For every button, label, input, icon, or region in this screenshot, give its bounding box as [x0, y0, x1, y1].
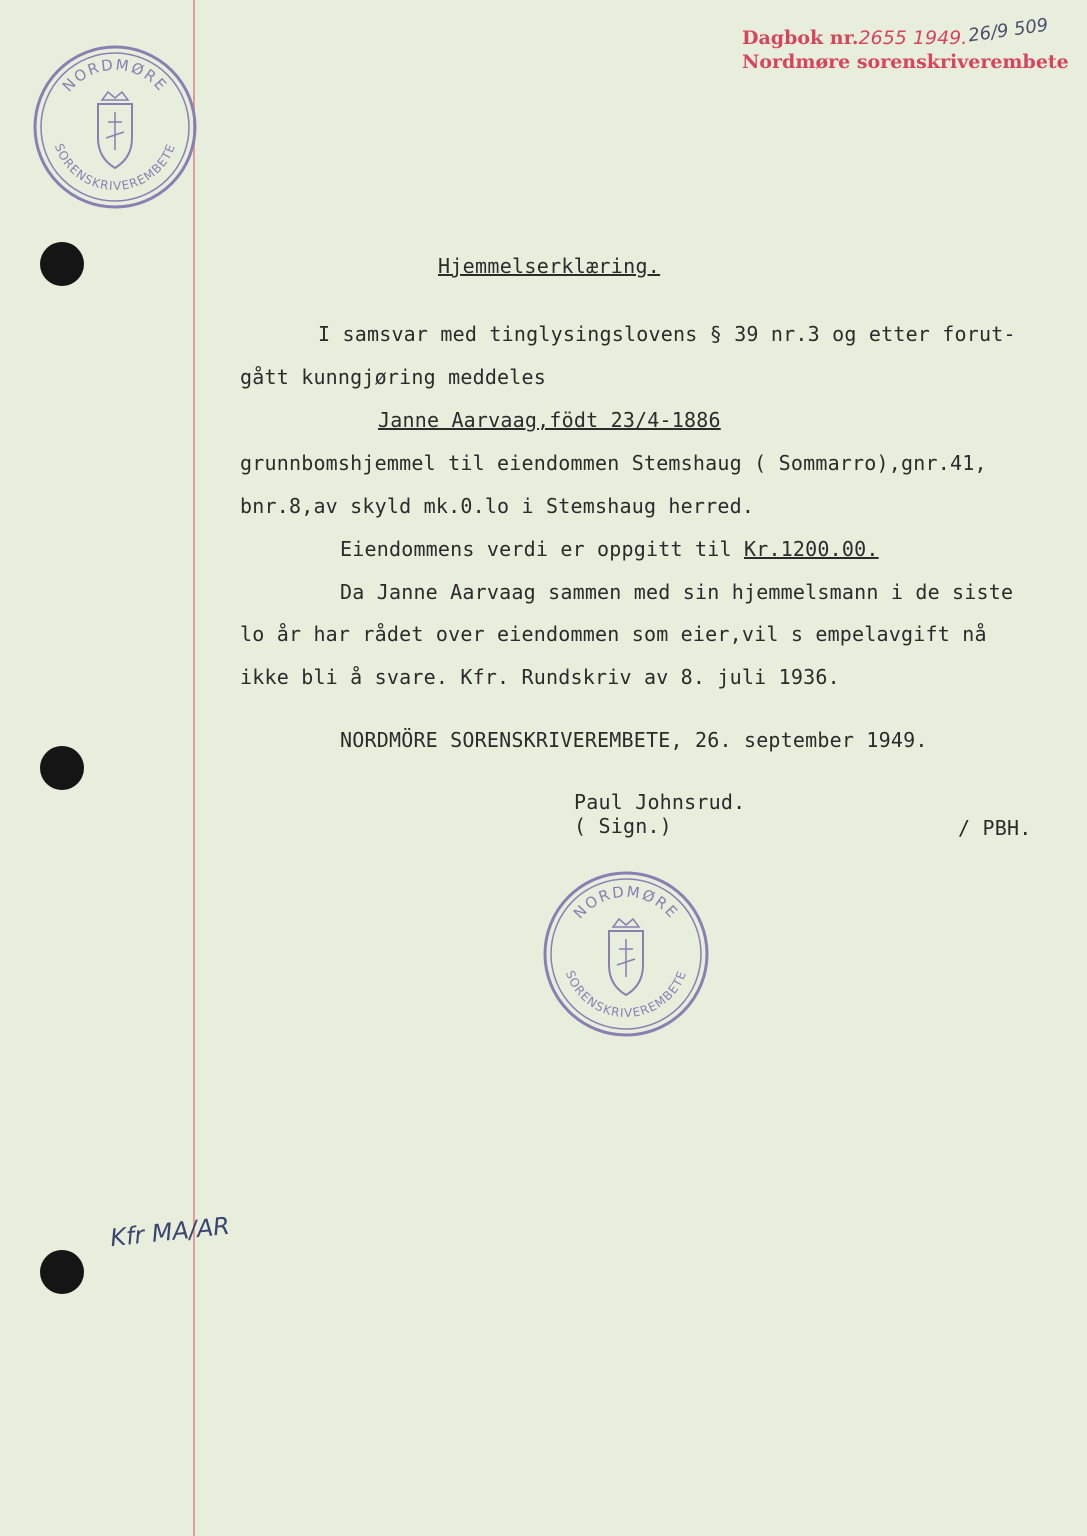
text-line-7: lo år har rådet over eiendommen som eier,vil s empelavgift nå	[240, 622, 987, 646]
value-text: Eiendommens verdi er oppgitt til	[340, 537, 732, 561]
seal-top-text: NORDMØRE	[569, 882, 683, 923]
margin-line	[193, 0, 195, 1536]
svg-text:NORDMØRE	[570, 883, 682, 923]
text-line-8: ikke bli å svare. Kfr. Rundskriv av 8. juli 1936.	[240, 665, 840, 689]
office-name: Nordmøre sorenskriverembete	[742, 51, 1069, 73]
seal-center	[540, 868, 712, 1040]
typist-initials: / PBH.	[958, 816, 1032, 840]
text-line-3: grunnbomshjemmel til eiendommen Stemshaug ( Sommarro),gnr.41,	[240, 451, 987, 475]
journal-label: Dagbok nr.	[742, 27, 859, 49]
punch-hole-middle	[40, 746, 84, 790]
handwritten-date-note: 26/9 509	[966, 14, 1050, 47]
document-title: Hjemmelserklæring.	[438, 254, 661, 278]
value-line	[340, 537, 879, 561]
seal-top-left	[30, 42, 200, 212]
punch-hole-bottom	[40, 1250, 84, 1294]
journal-number: 2655 1949.	[858, 27, 968, 49]
text-line-6: Da Janne Aarvaag sammen med sin hjemmelsmann i de siste	[340, 580, 1014, 604]
person-name: Janne Aarvaag,födt 23/4-1886	[378, 408, 721, 432]
signer-name: Paul Johnsrud.	[574, 790, 746, 814]
place-and-date: NORDMÖRE SORENSKRIVEREMBETE, 26. september 1949.	[340, 728, 928, 752]
seal-top-text: NORDMØRE	[58, 55, 172, 96]
text-line-2: gått kunngjøring meddeles	[240, 365, 547, 389]
seal-bottom-text: SORENSKRIVEREMBETE	[562, 968, 690, 1021]
punch-hole-top	[40, 242, 84, 286]
signed-note: ( Sign.)	[574, 814, 672, 838]
value-amount: Kr.1200.00.	[743, 537, 879, 561]
handwritten-initials: Kfr MA/AR	[108, 1211, 232, 1253]
seal-bottom-text: SORENSKRIVEREMBETE	[51, 141, 179, 194]
text-line-1: I samsvar med tinglysingslovens § 39 nr.3 og etter forut-	[318, 322, 1016, 346]
text-line-4: bnr.8,av skyld mk.0.lo i Stemshaug herred.	[240, 494, 755, 518]
svg-text:NORDMØRE	[59, 56, 171, 96]
